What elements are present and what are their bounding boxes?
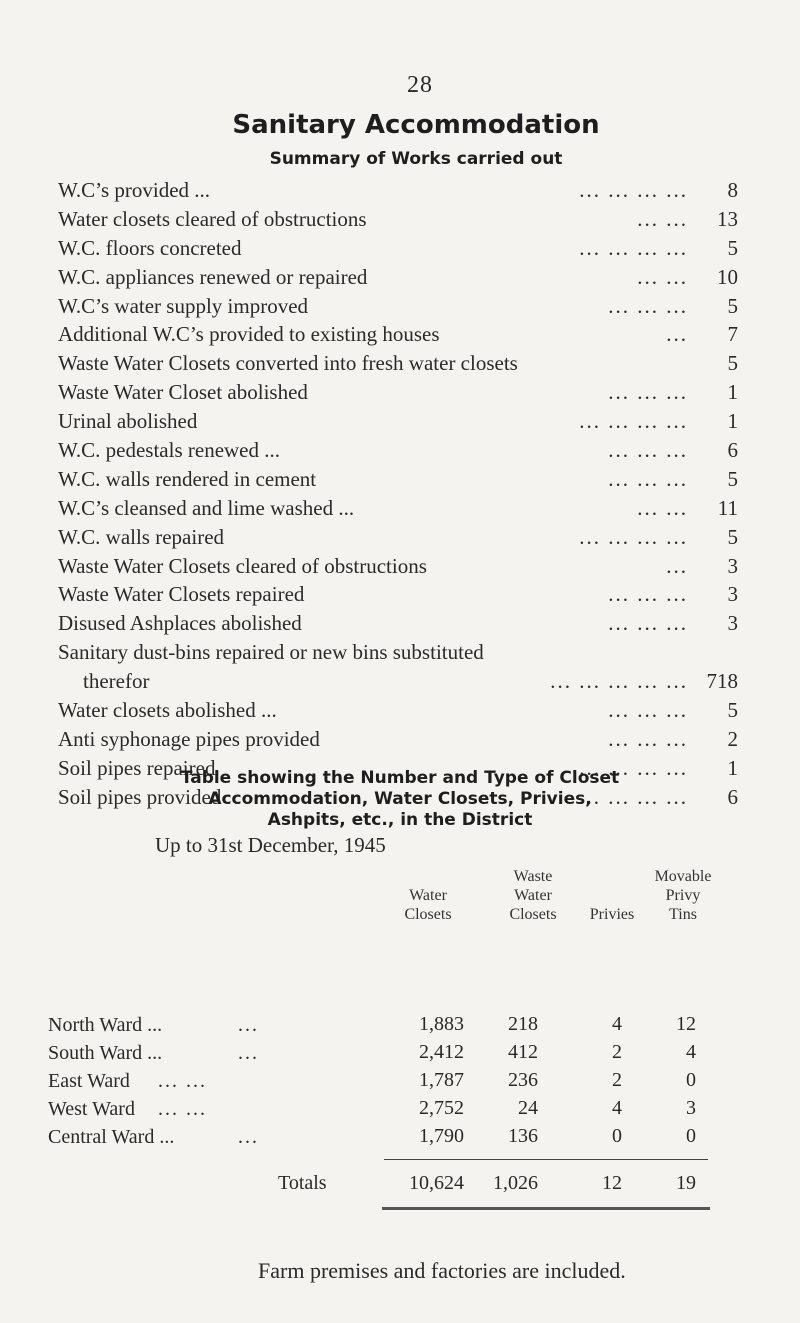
- cell-water-closets: 2,752: [419, 1097, 464, 1119]
- leader-dots: ... ... ... ...: [579, 235, 688, 260]
- ward-name: East Ward: [48, 1070, 130, 1092]
- work-count: 718: [706, 669, 738, 694]
- cell-privies: 2: [612, 1041, 622, 1063]
- work-count: 13: [717, 206, 738, 231]
- work-label: W.C. walls repaired: [58, 524, 225, 549]
- cell-waste-water-closets: 218: [508, 1013, 538, 1035]
- work-item: [58, 696, 738, 725]
- header-line: Water: [409, 887, 447, 904]
- work-label: Water closets abolished ...: [58, 698, 277, 723]
- work-count: 11: [717, 495, 738, 520]
- work-item: [58, 407, 738, 436]
- table-title-line: Accommodation, Water Closets, Privies,: [208, 789, 592, 809]
- work-item: [58, 378, 738, 407]
- work-count: 5: [727, 524, 738, 549]
- total-water-closets: 10,624: [409, 1172, 464, 1194]
- header-waste-water-closets: [488, 867, 578, 924]
- ward-name: West Ward: [48, 1098, 135, 1120]
- work-item: [58, 176, 738, 205]
- work-item: [58, 552, 738, 581]
- total-movable-tins: 19: [676, 1172, 696, 1194]
- leader-dots: ...: [666, 322, 688, 347]
- page-number: 28: [407, 72, 433, 98]
- total-privies: 12: [602, 1172, 622, 1194]
- header-water-closets: [383, 867, 473, 924]
- cell-movable-tins: 3: [686, 1097, 696, 1119]
- cell-movable-tins: 0: [686, 1069, 696, 1091]
- cell-movable-tins: 4: [686, 1041, 696, 1063]
- table-title-line: Ashpits, etc., in the District: [267, 810, 533, 830]
- works-list: [58, 176, 738, 812]
- header-line: Closets: [404, 906, 452, 923]
- ward-name: South Ward ...: [48, 1042, 163, 1064]
- work-label: W.C’s provided ...: [58, 178, 211, 202]
- work-count: 6: [727, 438, 738, 463]
- cell-privies: 2: [612, 1069, 622, 1091]
- table-title-line: Table showing the Number and Type of Closet: [180, 768, 620, 788]
- header-line: [383, 867, 473, 886]
- leader-dots: ...: [238, 1042, 259, 1064]
- work-count: 1: [727, 755, 738, 780]
- work-label: Waste Water Closets converted into fresh water closets: [58, 351, 518, 376]
- table-subtitle: Up to 31st December, 1945: [155, 833, 386, 857]
- leader-dots: ... ... ... ...: [579, 784, 688, 809]
- work-item: [58, 205, 738, 234]
- footnote: Farm premises and factories are included.: [258, 1258, 626, 1283]
- cell-privies: 0: [612, 1125, 622, 1147]
- work-label: Soil pipes provided: [58, 784, 222, 809]
- work-item: [58, 609, 738, 638]
- work-label: W.C. walls rendered in cement: [58, 466, 317, 491]
- work-count: 3: [727, 582, 738, 607]
- work-label: Waste Water Closets cleared of obstructions: [58, 553, 427, 578]
- cell-waste-water-closets: 412: [508, 1041, 538, 1063]
- leader-dots: ... ... ...: [608, 293, 688, 318]
- cell-waste-water-closets: 236: [508, 1069, 538, 1091]
- work-item: [58, 349, 738, 378]
- work-item: [58, 465, 738, 494]
- work-count: 8: [727, 178, 738, 202]
- cell-waste-water-closets: 24: [518, 1097, 538, 1119]
- leader-dots: ... ...: [637, 264, 688, 289]
- work-label: Soil pipes repaired: [58, 755, 216, 780]
- work-label: W.C’s cleansed and lime washed ...: [58, 495, 355, 520]
- header-line: Water: [514, 887, 552, 904]
- leader-dots: ...: [666, 553, 688, 578]
- work-item: [58, 320, 738, 349]
- leader-dots: ... ... ... ...: [579, 524, 688, 549]
- work-item: [58, 580, 738, 609]
- header-movable-tins: [638, 867, 728, 924]
- leader-dots: ... ... ...: [608, 698, 688, 723]
- cell-waste-water-closets: 136: [508, 1125, 538, 1147]
- work-count: 5: [727, 235, 738, 260]
- page-title: Sanitary Accommodation: [232, 110, 600, 140]
- work-item: [58, 725, 738, 754]
- work-item: [58, 638, 738, 696]
- leader-dots: ...: [238, 1126, 259, 1148]
- work-count: 5: [727, 466, 738, 491]
- leader-dots: ... ... ... ...: [579, 178, 688, 202]
- cell-water-closets: 2,412: [419, 1041, 464, 1063]
- work-label: Sanitary dust-bins repaired or new bins substituted: [58, 640, 484, 665]
- work-count: 2: [727, 726, 738, 751]
- leader-dots: ... ...: [158, 1070, 207, 1092]
- page-subtitle: Summary of Works carried out: [269, 149, 563, 169]
- work-label: Additional W.C’s provided to existing houses: [58, 322, 440, 347]
- leader-dots: ... ... ...: [608, 611, 688, 636]
- work-item: [58, 263, 738, 292]
- work-label: W.C. floors concreted: [58, 235, 242, 260]
- work-count: 1: [727, 409, 738, 434]
- work-label: Disused Ashplaces abolished: [58, 611, 302, 636]
- cell-movable-tins: 0: [686, 1125, 696, 1147]
- totals-label: Totals: [278, 1172, 327, 1194]
- leader-dots: ... ... ...: [608, 582, 688, 607]
- work-label: W.C. pedestals renewed ...: [58, 438, 280, 463]
- totals-divider: [384, 1159, 708, 1160]
- work-count: 6: [727, 784, 738, 809]
- header-line: Tins: [669, 906, 697, 923]
- cell-water-closets: 1,787: [419, 1069, 464, 1091]
- work-count: 5: [727, 351, 738, 376]
- cell-privies: 4: [612, 1013, 622, 1035]
- cell-privies: 4: [612, 1097, 622, 1119]
- leader-dots: ... ... ... ...: [579, 409, 688, 434]
- work-label: W.C. appliances renewed or repaired: [58, 264, 368, 289]
- work-count: 7: [727, 322, 738, 347]
- leader-dots: ... ...: [158, 1098, 207, 1120]
- work-count: 5: [727, 698, 738, 723]
- totals-underline: [382, 1207, 710, 1210]
- leader-dots: ...: [238, 1014, 259, 1036]
- header-line: Privies: [589, 906, 635, 923]
- ward-name: North Ward ...: [48, 1014, 163, 1036]
- work-count: 5: [727, 293, 738, 318]
- work-item: [58, 523, 738, 552]
- work-item: [58, 292, 738, 321]
- work-item: [58, 436, 738, 465]
- leader-dots: ... ... ... ...: [579, 755, 688, 780]
- header-line: Waste: [513, 868, 553, 885]
- header-line: Closets: [509, 906, 557, 923]
- cell-water-closets: 1,883: [419, 1013, 464, 1035]
- header-line: Movable: [654, 868, 712, 885]
- cell-movable-tins: 12: [676, 1013, 696, 1035]
- work-label: Urinal abolished: [58, 409, 198, 434]
- work-label: Anti syphonage pipes provided: [58, 726, 320, 751]
- table-title: [0, 768, 800, 831]
- leader-dots: ... ... ...: [608, 726, 688, 751]
- work-label: W.C’s water supply improved: [58, 293, 309, 318]
- work-item: [58, 494, 738, 523]
- work-label: Water closets cleared of obstructions: [58, 206, 367, 231]
- leader-dots: ... ... ...: [608, 466, 688, 491]
- work-count: 1: [727, 380, 738, 405]
- leader-dots: ... ... ...: [608, 438, 688, 463]
- ward-name: Central Ward ...: [48, 1126, 175, 1148]
- total-waste-water-closets: 1,026: [493, 1172, 538, 1194]
- work-label: Waste Water Closets repaired: [58, 582, 305, 607]
- cell-water-closets: 1,790: [419, 1125, 464, 1147]
- work-label-continuation: therefor: [83, 669, 150, 694]
- work-count: 3: [727, 553, 738, 578]
- work-count: 3: [727, 611, 738, 636]
- leader-dots: ... ... ...: [608, 380, 688, 405]
- work-label: Waste Water Closet abolished: [58, 380, 308, 405]
- work-item: [58, 234, 738, 263]
- leader-dots: ... ... ... ... ...: [550, 669, 688, 694]
- work-count: 10: [717, 264, 738, 289]
- leader-dots: ... ...: [637, 206, 688, 231]
- leader-dots: ... ...: [637, 495, 688, 520]
- header-line: Privy: [665, 887, 701, 904]
